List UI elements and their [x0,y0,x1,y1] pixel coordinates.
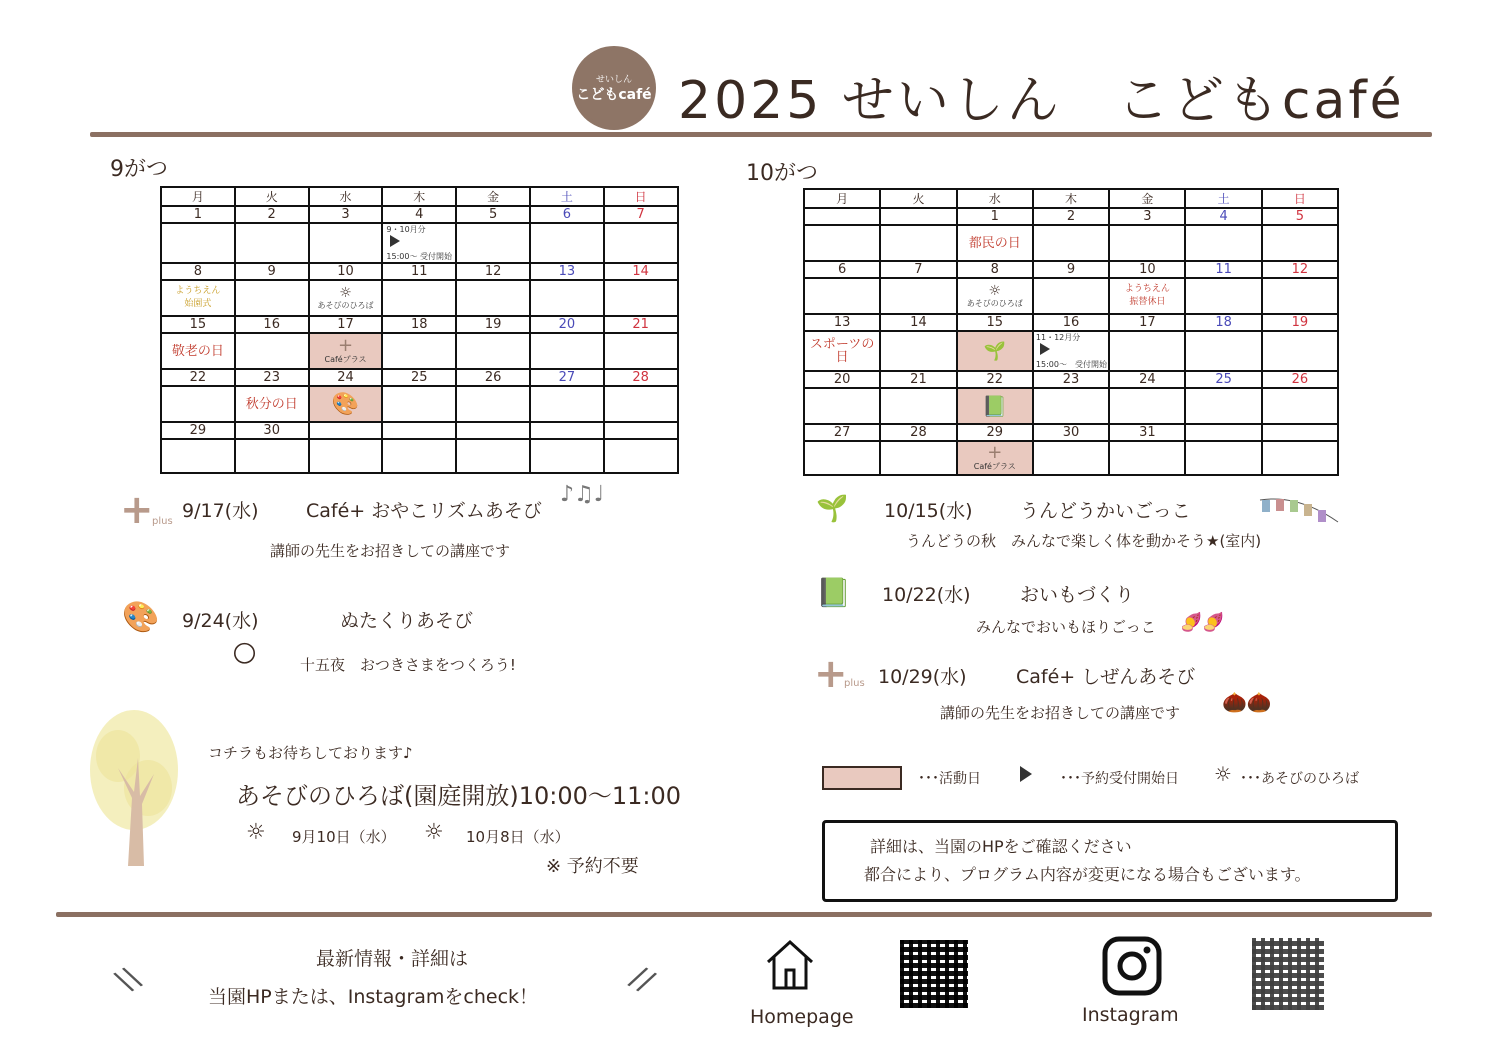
event-desc: うんどうの秋 みんなで楽しく体を動かそう★(室内) [906,532,1262,550]
event-desc: 講師の先生をお招きしての講座です [270,542,511,560]
event-date: 10/29(水) [878,666,967,688]
september-calendar: 月 火 水 木 金 土 日 1 2 3 4 5 6 7 9・10月分 15:00～ 受付開始 8 9 10 11 12 13 14 ようちえん 始園式 ☼ あそびのひろば 15 16 17 18 19 20 21 敬老の日 + Caféプラス 22 23 24 25 26 27 28 秋分の日 🎨 29 30 [160,186,679,474]
event-desc: 講師の先生をお招きしての講座です [940,704,1181,722]
sparkle-lines-icon: \\ [110,959,146,1000]
event-title: うんどうかいごっこ [1020,500,1191,522]
palette-icon: 🎨 [331,391,360,417]
plus-icon: + [337,334,354,356]
sep24-activity [309,386,383,422]
cafe-logo [576,50,652,126]
legend-activity: ･･･活動日 [918,771,981,787]
oct10-holiday: ようちえん 振替休日 [1109,278,1185,314]
notice-box [822,820,1398,902]
instagram-label[interactable]: Instagram [1082,1004,1179,1026]
picture-book-icon: 📗 [982,394,1008,418]
sprout-icon: 🌱 [983,340,1006,362]
sun-icon: ☼ [246,820,266,845]
weekday-sun: 日 [604,187,678,206]
event-title: おいもづくり [1020,584,1135,606]
plus-icon: + [987,441,1003,463]
hiroba-date-1: 9月10日（水） [292,828,396,846]
footer-divider [56,912,1432,917]
palette-icon: 🎨 [122,600,160,635]
header-divider [90,132,1432,137]
oct15-activity [957,331,1033,371]
hiroba-date-2: 10月8日（水） [466,828,570,846]
event-date: 10/15(水) [884,500,973,522]
oct8-hiroba: ☼ あそびのひろば [957,278,1033,314]
weekday-sat: 土 [530,187,604,206]
oct29-activity: + Caféプラス [957,441,1033,475]
moon-rabbit-icon: 🌕 [232,640,258,668]
september-label: 9がつ [110,157,168,182]
legend-activity-swatch [822,766,902,790]
bunting-flags-icon [1258,494,1340,534]
sun-icon: ☼ [1214,762,1232,786]
oct13-holiday: スポーツの日 [804,331,880,371]
legend-hiroba: ･･･あそびのひろば [1240,771,1359,787]
event-title: Café+ おやこリズムあそび [306,500,542,522]
play-triangle-icon [1020,766,1032,786]
home-icon[interactable] [762,936,818,992]
weekday-mon: 月 [161,187,235,206]
october-label: 10がつ [746,161,818,186]
picture-book-icon: 📗 [816,576,851,609]
weekday-fri: 金 [456,187,530,206]
legend-reservation: ･･･予約受付開始日 [1060,771,1179,787]
sun-icon: ☼ [424,820,444,845]
plus-icon: + [120,487,154,533]
plus-caption: plus [152,516,173,527]
sun-icon: ☼ [339,284,352,301]
event-desc: 十五夜 おつきさまをつくろう! [300,656,516,674]
weekday-thu: 木 [382,187,456,206]
sparkle-lines-icon: // [624,959,660,1000]
oct1-holiday: 都民の日 [957,225,1033,261]
footer-line-2: 当園HPまたは、Instagramをcheck！ [208,986,539,1008]
logo-small-text: せいしん [595,75,632,85]
logo-big-text: こどもcafé [576,87,652,103]
oct16-reservation: 11・12月分 15:00～ 受付開始 [1033,331,1109,371]
event-desc: みんなでおいもほりごっこ [976,618,1156,636]
event-date: 10/22(水) [882,584,971,606]
homepage-qr-code[interactable] [900,940,968,1008]
hiroba-intro: コチラもお待ちしております♪ [208,744,413,762]
event-date: 9/24(水) [182,610,259,632]
notice-line-2: 都合により、プログラム内容が変更になる場合もございます。 [864,865,1311,884]
instagram-icon[interactable] [1102,936,1162,996]
sep15-holiday: 敬老の日 [161,333,235,369]
instagram-qr-code[interactable] [1252,938,1324,1010]
sep4-reservation: 9・10月分 15:00～ 受付開始 [382,223,456,263]
hiroba-note: ※ 予約不要 [546,856,639,877]
sep17-activity: + Caféプラス [309,333,383,369]
sun-icon: ☼ [988,282,1002,299]
sweet-potato-icon: 🍠🍠 [1180,612,1225,633]
weekday-wed: 水 [309,187,383,206]
sprout-icon: 🌱 [816,494,849,524]
plus-icon: + [814,651,848,697]
footer-line-1: 最新情報・詳細は [316,948,469,970]
weekday-tue: 火 [235,187,309,206]
oct22-activity [957,388,1033,424]
tree-illustration [88,708,180,868]
homepage-label[interactable]: Homepage [750,1006,854,1028]
plus-caption: plus [844,678,865,689]
notice-line-1: 詳細は、当園のHPをご確認ください [870,837,1132,856]
event-date: 9/17(水) [182,500,259,522]
music-notes-icon: ♪♫♩ [560,482,605,507]
sep8-event: ようちえん 始園式 [161,280,235,316]
page-title: 2025 せいしん こどもcafé [678,71,1405,131]
event-title: ぬたくりあそび [340,610,474,632]
hiroba-title: あそびのひろば(園庭開放)10:00～11:00 [236,782,682,810]
sep10-hiroba: ☼ あそびのひろば [309,280,383,316]
event-title: Café+ しぜんあそび [1016,666,1196,688]
october-calendar: 月 火 水 木 金 土 日 1 2 3 4 5 都民の日 6 7 8 9 10 11 12 ☼ あそびのひろば ようちえん 振替休日 13 14 15 16 17 18 19 スポーツの日 🌱 11・12月分 15:00～ 受付開始 20 21 22 23 24 25 26 📗 27 28 29 30 31 + Caféプラス [803,188,1339,476]
acorn-icon: 🌰🌰 [1222,690,1272,714]
sep23-holiday: 秋分の日 [235,386,309,422]
